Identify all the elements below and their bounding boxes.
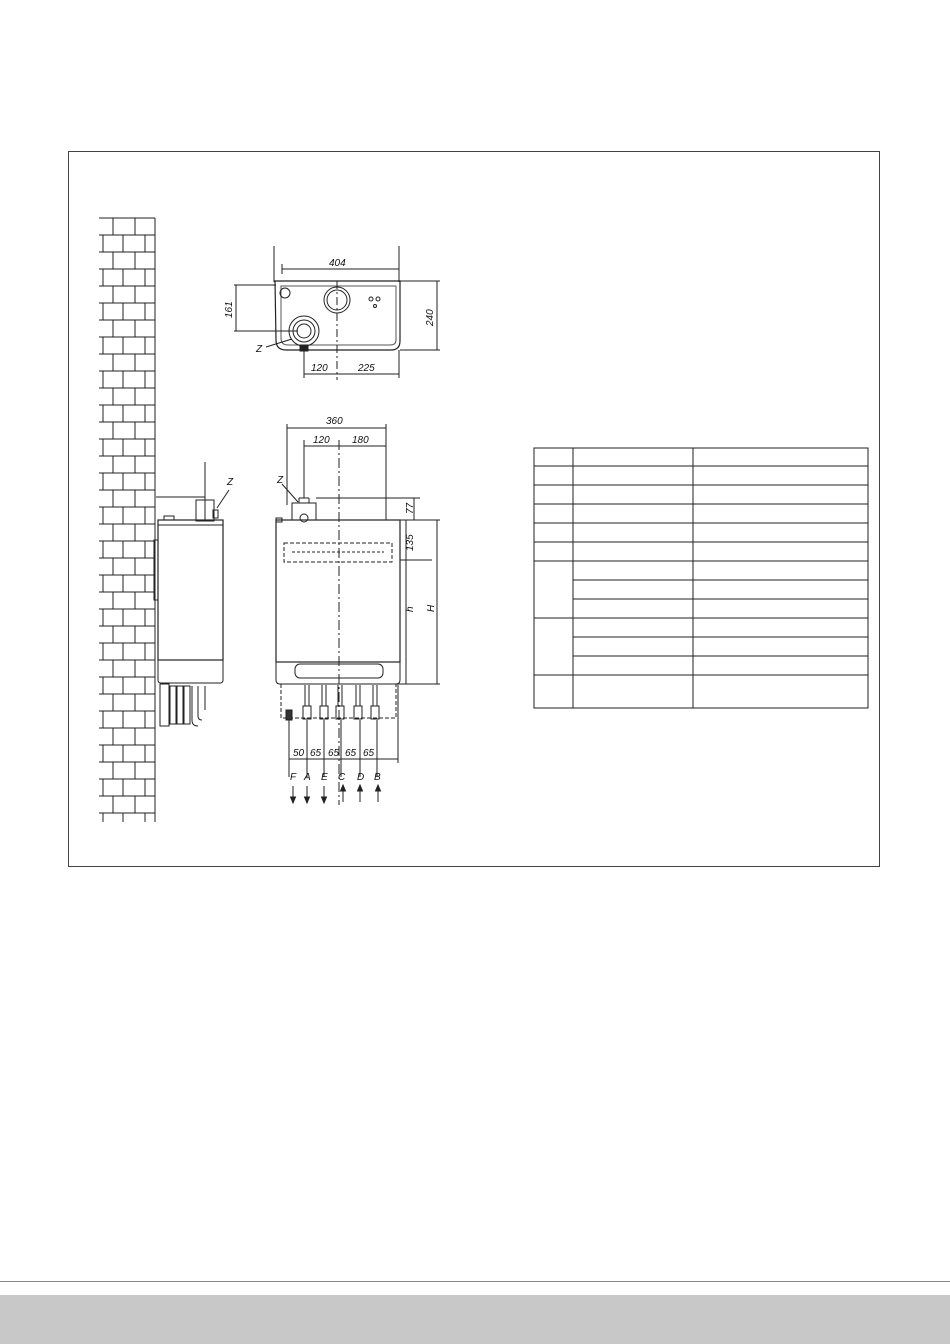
flow-arrows — [291, 785, 381, 803]
flow-arrow-head — [341, 785, 346, 791]
top-view-label-z: Z — [256, 344, 263, 355]
side-view-label-z: Z — [227, 477, 234, 488]
dim-front-upper: 135 — [405, 534, 416, 551]
flow-arrow-head — [305, 797, 310, 803]
connection-label-f: F — [290, 772, 297, 783]
connection-label-a: A — [304, 772, 311, 783]
dim-top-right: 225 — [358, 363, 375, 374]
connection-label-b: B — [374, 772, 381, 783]
spec-table — [534, 448, 868, 708]
flow-arrow-head — [376, 785, 381, 791]
dim-bottom-0: 50 — [293, 748, 305, 759]
flow-arrow-head — [291, 797, 296, 803]
footer-bar — [0, 1295, 950, 1344]
footer-rule — [0, 1281, 950, 1282]
dim-front-top: 77 — [405, 502, 416, 514]
dim-front-left: 120 — [313, 435, 330, 446]
dim-bottom-4: 65 — [363, 748, 375, 759]
front-view-label-z: Z — [277, 475, 284, 486]
flow-arrow-head — [322, 797, 327, 803]
dim-top-width: 404 — [329, 258, 346, 269]
dim-front-H: H — [426, 604, 437, 612]
dim-bottom-2: 65 — [328, 748, 340, 759]
dim-top-offset: 161 — [224, 301, 235, 318]
dim-front-h: h — [405, 606, 416, 612]
dim-top-depth: 240 — [425, 309, 436, 326]
side-view — [154, 462, 229, 726]
connection-label-c: C — [338, 772, 346, 783]
dim-bottom-1: 65 — [310, 748, 322, 759]
dim-front-right: 180 — [352, 435, 369, 446]
connection-label-d: D — [357, 772, 365, 783]
brick-wall — [99, 218, 155, 822]
dim-front-total: 360 — [326, 416, 343, 427]
dim-top-left: 120 — [311, 363, 328, 374]
connection-label-e: E — [321, 772, 328, 783]
dim-bottom-3: 65 — [345, 748, 357, 759]
flow-arrow-head — [358, 785, 363, 791]
